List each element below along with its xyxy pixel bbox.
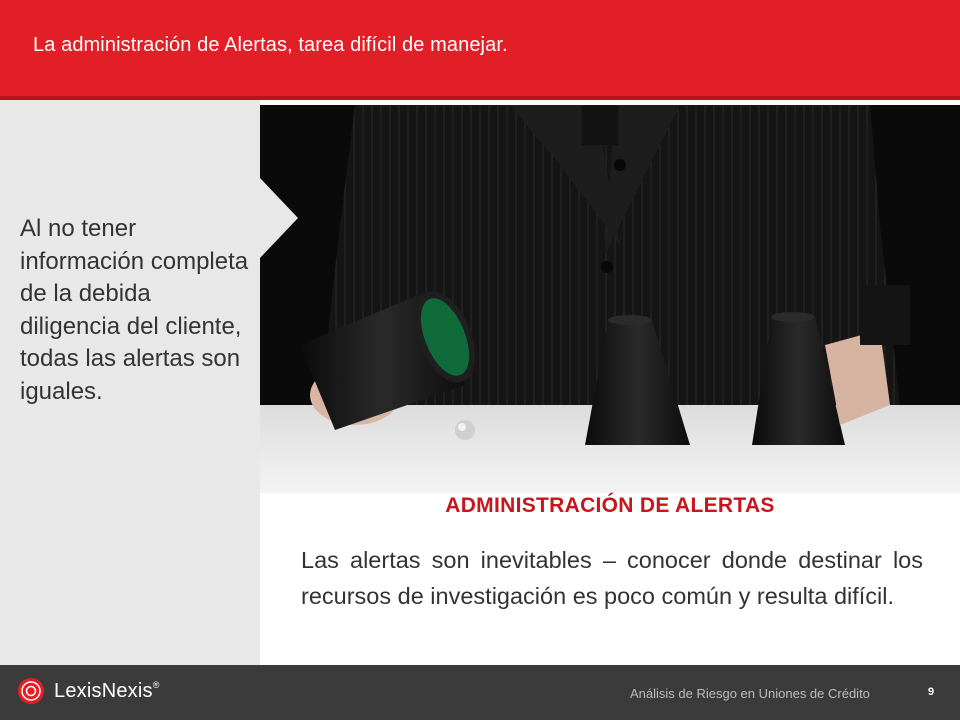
left-panel-text: Al no tener información completa de la debida diligencia del cliente, todas las alertas son iguales. bbox=[20, 215, 249, 405]
cups-photo bbox=[260, 105, 960, 493]
section-body: Las alertas son inevitables – conocer donde destinar los recursos de investigación es poco común y resulta difícil. bbox=[301, 547, 923, 609]
page-number: 9 bbox=[928, 686, 935, 698]
chevron-right-icon bbox=[258, 178, 298, 258]
footer-caption: Análisis de Riesgo en Uniones de Crédito bbox=[630, 686, 870, 701]
section-heading: ADMINISTRACIÓN DE ALERTAS bbox=[445, 494, 775, 517]
slide-title: La administración de Alertas, tarea difícil de manejar. bbox=[33, 34, 508, 56]
lexisnexis-logo bbox=[16, 676, 160, 706]
logo-wordmark: LexisNexis® bbox=[54, 679, 160, 702]
lexisnexis-logo-icon bbox=[16, 676, 46, 706]
